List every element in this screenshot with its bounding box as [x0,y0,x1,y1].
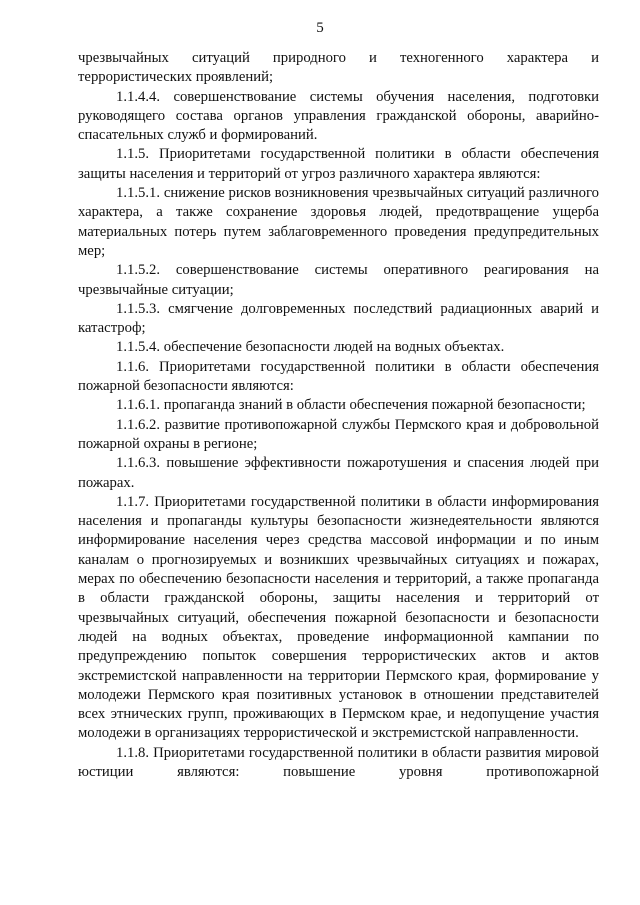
page-number: 5 [316,20,324,36]
paragraph: 1.1.6.1. пропаганда знаний в области обеспечения пожарной безопасности; [116,397,586,414]
paragraph: 1.1.6. Приоритетами государственной политики в области обеспечения пожарной безопасности являются: [78,358,599,395]
paragraph: 1.1.4.4. совершенствование системы обучения населения, подготовки руководящего состава органов управления гражданской обороны, аварийно-спасательных служб и формирований. [78,88,599,144]
paragraph: 1.1.5.3. смягчение долговременных последствий радиационных аварий и катастроф; [78,300,599,337]
paragraph: чрезвычайных ситуаций природного и техногенного характера и террористических проявлений; [78,50,599,86]
paragraph: 1.1.8. Приоритетами государственной политики в области развития мировой юстиции являются: повышение уровня противопожарной [78,744,599,780]
paragraph: 1.1.7. Приоритетами государственной политики в области информирования населения и пропаганды культуры безопасности жизнедеятельности являются информирование населения через средства массовой информации и по иным каналам о прогнозируемых и возникших чрезвычайных ситуациях и пожарах, мерах по обеспечению безопасности населения и территорий, а также пропаганда в области гражданской обороны, защиты населения и территорий от чрезвычайных ситуаций, обеспечения пожарной безопасности и безопасности людей на водных объектах, проведение информационной кампании по предупреждению попыток совершения террористических актов и актов экстремистской направленности на территории Пермского края, формирование у молодежи Пермского края позитивных установок в отношении представителей всех этнических групп, проживающих в Пермском крае, и недопущение участия молодежи в организациях террористической и экстремистской направленности. [78,493,599,742]
paragraph: 1.1.5.1. снижение рисков возникновения чрезвычайных ситуаций различного характера, а также сохранение здоровья людей, предотвращение ущерба материальных потерь путем заблаговременного проведения предупредительных мер; [78,185,599,259]
paragraph: 1.1.6.2. развитие противопожарной службы Пермского края и добровольной пожарной охраны в регионе; [78,416,599,452]
paragraph: 1.1.6.3. повышение эффективности пожаротушения и спасения людей при пожарах. [78,455,599,491]
paragraph: 1.1.5. Приоритетами государственной политики в области обеспечения защиты населения и территорий от угроз различного характера являются: [78,146,599,182]
paragraph: 1.1.5.2. совершенствование системы оперативного реагирования на чрезвычайные ситуации; [78,262,599,298]
paragraph: 1.1.5.4. обеспечение безопасности людей на водных объектах. [116,339,505,356]
document-body [78,49,599,782]
